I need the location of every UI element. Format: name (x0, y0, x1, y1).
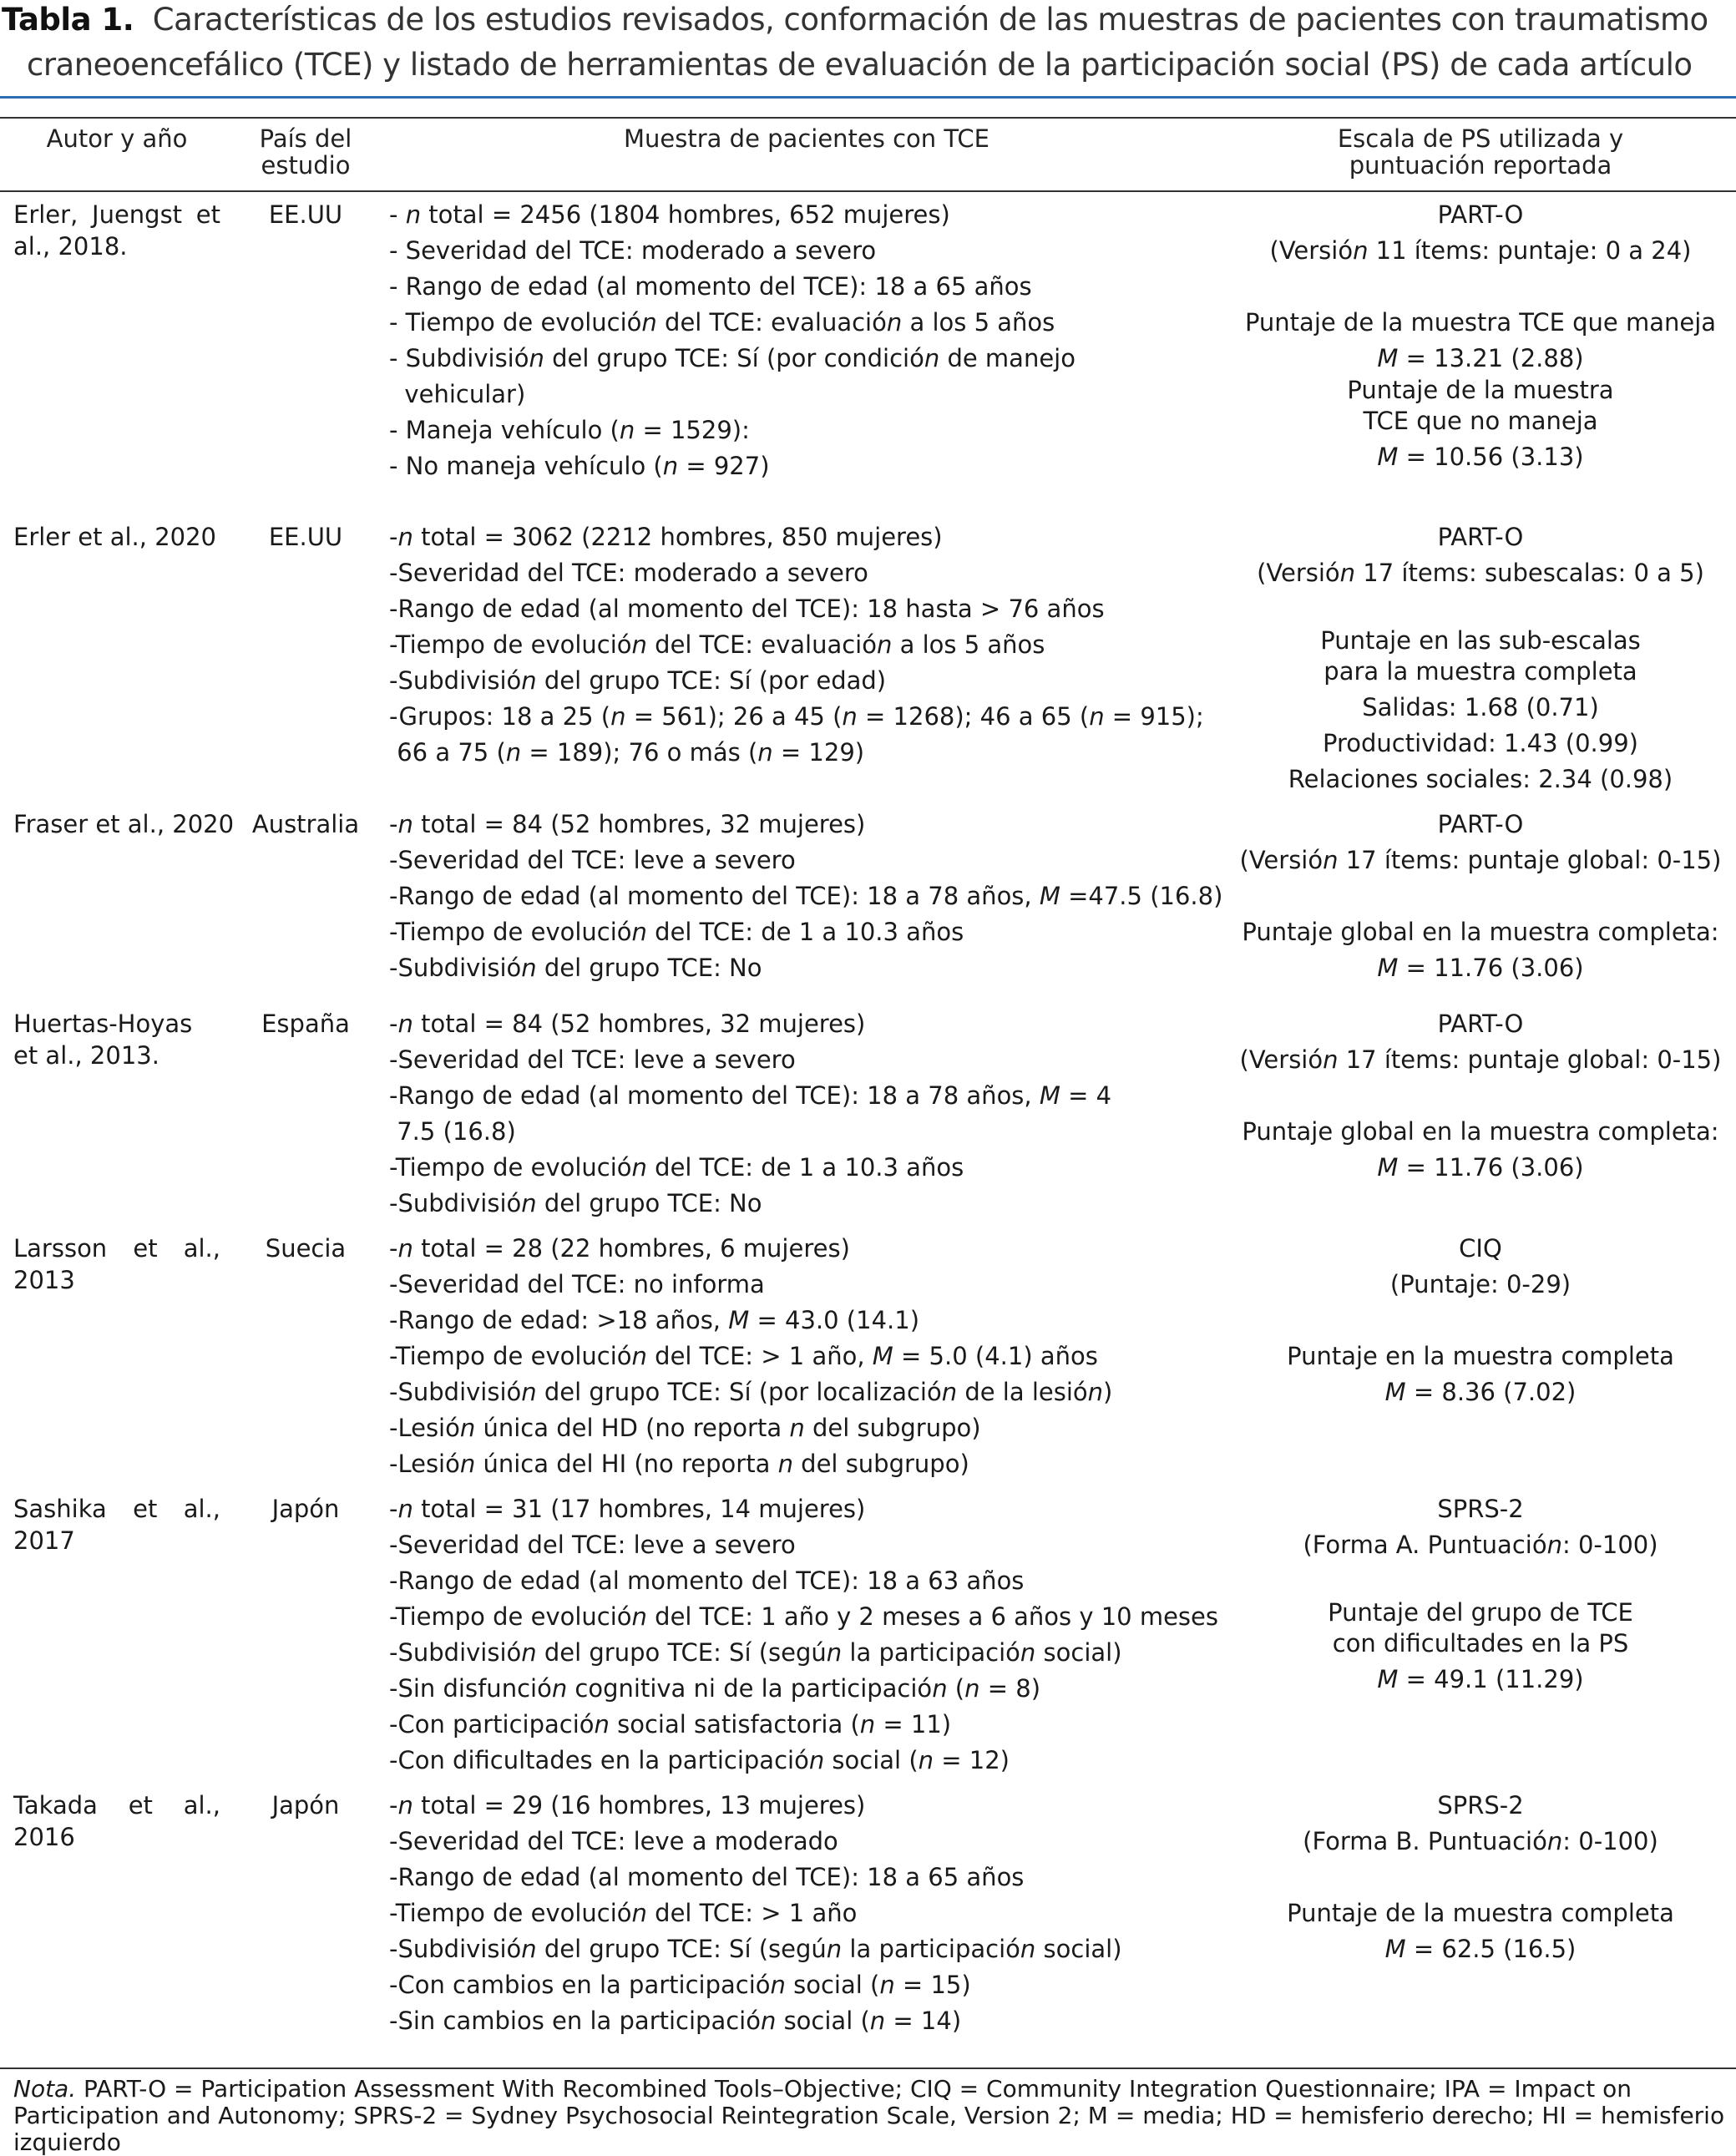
scale-line: PART-O (1437, 810, 1524, 838)
sample-line: -Rango de edad: >18 años, M = 43.0 (14.1) (389, 1306, 920, 1334)
scale-spacer (1226, 1563, 1735, 1599)
cell-author (13, 1006, 220, 1069)
sample-line: -Lesión única del HD (no reporta n del subgrupo) (389, 1414, 981, 1442)
scale-line: CIQ (1459, 1234, 1502, 1263)
cell-country: España (261, 1010, 350, 1038)
cell-country: EE.UU (268, 523, 343, 551)
cell-author (13, 197, 220, 260)
scale-line: (Forma A. Puntuación: 0-100) (1303, 1531, 1658, 1559)
scale-line: M = 49.1 (11.29) (1377, 1665, 1584, 1693)
cell-author (13, 1231, 220, 1293)
cell-country: Japón (271, 1791, 340, 1819)
scale-line: M = 62.5 (16.5) (1384, 1935, 1577, 1963)
scale-line: PART-O (1437, 200, 1524, 229)
scale-line: Puntaje global en la muestra completa: (1242, 918, 1719, 946)
table-caption (0, 0, 1736, 94)
sample-line: -Sin disfunción cognitiva ni de la participación (n = 8) (389, 1674, 1041, 1703)
sample-line: -Severidad del TCE: leve a severo (389, 846, 796, 874)
cell-author (13, 807, 235, 843)
author-line: 2013 (13, 1266, 75, 1294)
sample-line: - No maneja vehículo (n = 927) (389, 452, 770, 480)
author-line: et al., 2013. (13, 1041, 159, 1070)
scale-line: Puntaje del grupo de TCE (1328, 1598, 1633, 1627)
table-top-rule (0, 117, 1736, 119)
cell-author (13, 519, 220, 555)
table-note (13, 2076, 1725, 2156)
author-line: 2017 (13, 1526, 75, 1555)
scale-spacer (1226, 591, 1735, 627)
scale-line: Puntaje de la muestra TCE que maneja (1244, 308, 1717, 337)
cell-scale (1226, 1006, 1735, 1186)
sample-line: -Severidad del TCE: leve a severo (389, 1045, 796, 1074)
cell-country: Australia (251, 810, 360, 838)
sample-line: -Tiempo de evolución del TCE: > 1 año, M = 5.0 (4.1) años (389, 1342, 1098, 1370)
header-sample: Muestra de pacientes con TCE (624, 124, 989, 153)
scale-line: PART-O (1437, 1010, 1524, 1038)
author-line: Takada et al., (13, 1791, 220, 1819)
caption-rule (0, 96, 1736, 99)
sample-line: vehicular) (389, 380, 526, 408)
scale-line: SPRS-2 (1437, 1495, 1524, 1523)
sample-line: -Rango de edad (al momento del TCE): 18 hasta > 76 años (389, 595, 1105, 623)
sample-line: - n total = 2456 (1804 hombres, 652 mujeres) (389, 200, 950, 229)
scale-line: M = 8.36 (7.02) (1384, 1378, 1577, 1406)
scale-line: Puntaje en la muestra completa (1287, 1342, 1674, 1370)
scale-line: TCE que no maneja (1363, 407, 1598, 435)
header-scale-line-2: puntuación reportada (1349, 151, 1612, 180)
note-label: Nota. (13, 2075, 77, 2103)
author-line: Erler et al., 2020 (13, 523, 217, 551)
scale-line: (Versión 17 ítems: puntaje global: 0-15) (1239, 1045, 1722, 1074)
sample-line: -Subdivisión del grupo TCE: Sí (por edad) (389, 666, 887, 695)
cell-scale (1226, 1491, 1735, 1698)
scale-line: con dificultades en la PS (1332, 1629, 1629, 1657)
header-scale (1226, 125, 1735, 179)
author-line: Erler, Juengst et (13, 200, 220, 229)
cell-scale (1226, 197, 1735, 475)
sample-line: -Rango de edad (al momento del TCE): 18 a 63 años (389, 1566, 1025, 1595)
cell-sample (389, 1788, 1224, 2039)
cell-sample (389, 1006, 1224, 1222)
note-text: PART-O = Participation Assessment With Recombined Tools–Objective; CIQ = Community Integration Questionnaire; IPA = Impact on Participation and Autonomy; SPRS-2 = Sydney Psychosocial Reintegration Scale, Version 2; M = media; HD = hemisferio derecho; HI = hemisferio izquierdo (13, 2075, 1725, 2156)
author-line: Sashika et al., (13, 1495, 220, 1523)
cell-scale (1226, 1788, 1735, 1967)
author-line: Larsson et al., (13, 1234, 220, 1263)
sample-line: -Subdivisión del grupo TCE: Sí (según la participación social) (389, 1935, 1122, 1963)
sample-line: -Tiempo de evolución del TCE: 1 año y 2 meses a 6 años y 10 meses (389, 1602, 1218, 1631)
scale-line: Productividad: 1.43 (0.99) (1323, 729, 1638, 757)
cell-country: Suecia (265, 1234, 347, 1263)
sample-line: -Grupos: 18 a 25 (n = 561); 26 a 45 (n = 1268); 46 a 65 (n = 915); (389, 702, 1204, 731)
sample-line: -Tiempo de evolución del TCE: de 1 a 10.3 años (389, 1153, 964, 1182)
author-line: 2016 (13, 1823, 75, 1851)
sample-line: 66 a 75 (n = 189); 76 o más (n = 129) (389, 738, 865, 767)
scale-line: (Puntaje: 0-29) (1389, 1270, 1572, 1298)
sample-line: - Rango de edad (al momento del TCE): 18 a 65 años (389, 272, 1032, 301)
cell-sample (389, 1231, 1224, 1482)
scale-spacer (1226, 1303, 1735, 1339)
cell-sample (389, 519, 1224, 771)
sample-line: - Subdivisión del grupo TCE: Sí (por condición de manejo (389, 344, 1076, 372)
caption-line-2: craneoencefálico (TCE) y listado de herramientas de evaluación de la participación social (PS) de cada artículo (27, 47, 1693, 83)
sample-line: -Con participación social satisfactoria (n = 11) (389, 1710, 952, 1738)
scale-line: SPRS-2 (1437, 1791, 1524, 1819)
sample-line: -Subdivisión del grupo TCE: No (389, 1189, 762, 1217)
sample-line: -Subdivisión del grupo TCE: Sí (por localización de la lesión) (389, 1378, 1113, 1406)
sample-line: -Sin cambios en la participación social (n = 14) (389, 2007, 962, 2035)
sample-line: - Tiempo de evolución del TCE: evaluación a los 5 años (389, 308, 1055, 337)
scale-line: M = 11.76 (3.06) (1377, 954, 1584, 982)
scale-line: (Versión 11 ítems: puntaje: 0 a 24) (1269, 236, 1692, 265)
scale-line: PART-O (1437, 523, 1524, 551)
sample-line: -Severidad del TCE: no informa (389, 1270, 765, 1298)
sample-line: - Severidad del TCE: moderado a severo (389, 236, 877, 265)
cell-author (13, 1788, 220, 1850)
sample-line: -Severidad del TCE: moderado a severo (389, 559, 868, 587)
cell-scale (1226, 807, 1735, 986)
sample-line: -Lesión única del HI (no reporta n del subgrupo) (389, 1450, 969, 1478)
author-line: Fraser et al., 2020 (13, 810, 235, 838)
sample-line: -Tiempo de evolución del TCE: > 1 año (389, 1899, 858, 1927)
sample-line: -n total = 31 (17 hombres, 14 mujeres) (389, 1495, 866, 1523)
table-bottom-rule (0, 2067, 1736, 2069)
sample-line: 7.5 (16.8) (389, 1117, 516, 1146)
sample-line: -Rango de edad (al momento del TCE): 18 a 78 años, M = 4 (389, 1081, 1112, 1110)
sample-line: -n total = 28 (22 hombres, 6 mujeres) (389, 1234, 850, 1263)
scale-line: Puntaje de la muestra (1347, 376, 1614, 404)
sample-line: -n total = 84 (52 hombres, 32 mujeres) (389, 810, 866, 838)
sample-line: - Maneja vehículo (n = 1529): (389, 416, 750, 444)
scale-line: Puntaje global en la muestra completa: (1242, 1117, 1719, 1146)
header-country (235, 125, 376, 179)
cell-scale (1226, 519, 1735, 797)
header-country-line-1: País del (259, 124, 352, 153)
sample-line: -Severidad del TCE: leve a moderado (389, 1827, 838, 1855)
cell-sample (389, 197, 1224, 484)
header-bottom-rule (0, 190, 1736, 192)
cell-country: Japón (271, 1495, 340, 1523)
scale-line: (Versión 17 ítems: puntaje global: 0-15) (1239, 846, 1722, 874)
sample-line: -Con cambios en la participación social (n = 15) (389, 1971, 971, 1999)
sample-line: -Subdivisión del grupo TCE: No (389, 954, 762, 982)
caption-text-1: Características de los estudios revisados, conformación de las muestras de pacientes con traumatismo (152, 2, 1708, 38)
sample-line: -n total = 3062 (2212 hombres, 850 mujeres) (389, 523, 943, 551)
sample-line: -Tiempo de evolución del TCE: evaluación a los 5 años (389, 630, 1045, 659)
author-line: Huertas-Hoyas (13, 1010, 193, 1038)
sample-line: -Rango de edad (al momento del TCE): 18 a 65 años (389, 1863, 1025, 1891)
sample-line: -Tiempo de evolución del TCE: de 1 a 10.3 años (389, 918, 964, 946)
scale-spacer (1226, 1860, 1735, 1895)
header-country-line-2: estudio (261, 151, 351, 180)
sample-line: -Con dificultades en la participación social (n = 12) (389, 1746, 1010, 1774)
scale-line: M = 10.56 (3.13) (1377, 443, 1584, 471)
scale-line: M = 11.76 (3.06) (1377, 1153, 1584, 1182)
scale-line: Puntaje en las sub-escalas (1320, 626, 1641, 655)
sample-line: -Severidad del TCE: leve a severo (389, 1531, 796, 1559)
scale-line: (Versión 17 ítems: subescalas: 0 a 5) (1257, 559, 1704, 587)
cell-country: EE.UU (268, 200, 343, 229)
scale-line: Salidas: 1.68 (0.71) (1362, 693, 1599, 721)
scale-spacer (1226, 878, 1735, 914)
cell-scale (1226, 1231, 1735, 1410)
author-line: al., 2018. (13, 232, 128, 261)
sample-line: -n total = 84 (52 hombres, 32 mujeres) (389, 1010, 866, 1038)
scale-line: para la muestra completa (1324, 657, 1637, 686)
scale-line: M = 13.21 (2.88) (1377, 344, 1584, 372)
caption-line-1 (2, 2, 1708, 38)
scale-line: (Forma B. Puntuación: 0-100) (1303, 1827, 1658, 1855)
caption-label: Tabla 1. (2, 2, 134, 38)
cell-sample (389, 807, 1224, 986)
cell-author (13, 1491, 220, 1554)
cell-sample (389, 1491, 1224, 1779)
scale-spacer (1226, 269, 1735, 305)
header-scale-line-1: Escala de PS utilizada y (1337, 124, 1624, 153)
sample-line: -n total = 29 (16 hombres, 13 mujeres) (389, 1791, 866, 1819)
sample-line: -Subdivisión del grupo TCE: Sí (según la participación social) (389, 1638, 1122, 1667)
sample-line: -Rango de edad (al momento del TCE): 18 a 78 años, M =47.5 (16.8) (389, 882, 1223, 910)
scale-spacer (1226, 1078, 1735, 1114)
scale-line: Relaciones sociales: 2.34 (0.98) (1288, 765, 1673, 793)
scale-line: Puntaje de la muestra completa (1287, 1899, 1674, 1927)
header-author: Autor y año (46, 124, 188, 153)
